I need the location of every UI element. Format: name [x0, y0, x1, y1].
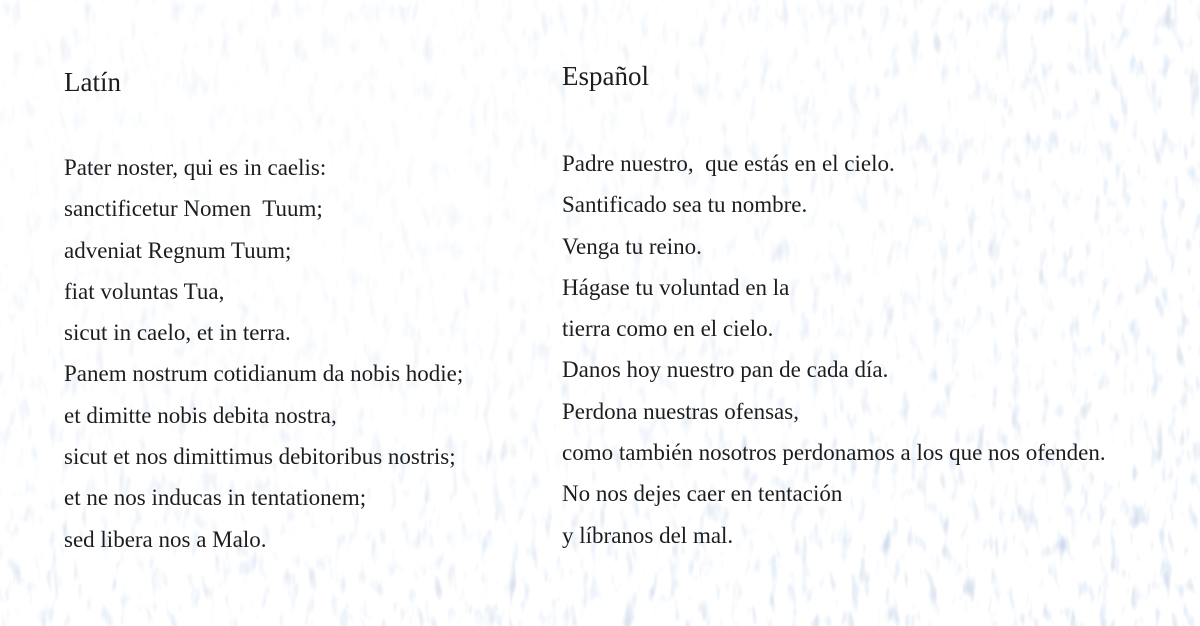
- latin-line-7: et dimitte nobis debita nostra,: [64, 402, 337, 428]
- latin-prayer-text: [64, 147, 463, 560]
- spanish-line-4: Hágase tu voluntad en la: [562, 274, 790, 300]
- spanish-line-6: Danos hoy nuestro pan de cada día.: [562, 357, 889, 383]
- latin-column: [64, 67, 584, 587]
- spanish-column-title: Español: [562, 61, 649, 91]
- spanish-line-10: y líbranos del mal.: [562, 522, 734, 548]
- latin-column-title: Latín: [64, 67, 121, 97]
- latin-line-9: et ne nos inducas in tentationem;: [64, 485, 367, 511]
- latin-line-3: adveniat Regnum Tuum;: [64, 237, 292, 263]
- spanish-column: [562, 61, 1200, 581]
- spanish-line-8: como también nosotros perdonamos a los que nos ofenden.: [562, 440, 1106, 466]
- spanish-line-9: No nos dejes caer en tentación: [562, 481, 843, 507]
- latin-line-1: Pater noster, qui es in caelis:: [64, 155, 327, 180]
- latin-line-8: sicut et nos dimittimus debitoribus nostris;: [64, 444, 456, 470]
- latin-line-5: sicut in caelo, et in terra.: [64, 320, 291, 346]
- latin-line-6: Panem nostrum cotidianum da nobis hodie;: [64, 361, 464, 387]
- spanish-line-1: Padre nuestro, que estás en el cielo.: [562, 151, 895, 176]
- spanish-line-2: Santificado sea tu nombre.: [562, 192, 808, 218]
- spanish-prayer-text: [562, 143, 1106, 556]
- spanish-line-3: Venga tu reino.: [562, 233, 702, 259]
- latin-line-10: sed libera nos a Malo.: [64, 526, 267, 552]
- spanish-line-7: Perdona nuestras ofensas,: [562, 398, 799, 424]
- latin-line-4: fiat voluntas Tua,: [64, 278, 225, 304]
- latin-line-2: sanctificetur Nomen Tuum;: [64, 196, 323, 222]
- spanish-line-5: tierra como en el cielo.: [562, 316, 774, 342]
